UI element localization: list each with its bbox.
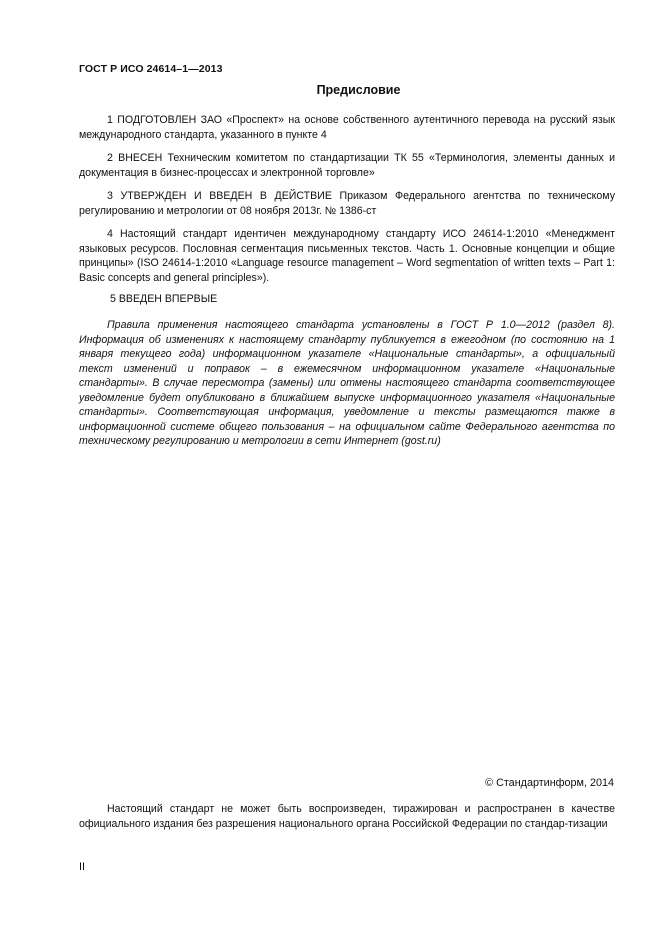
rules-notice: Правила применения настоящего стандарта установлены в ГОСТ Р 1.0—2012 (раздел 8). Информация об изменениях к настоящему стандарту публикуется в ежегодном (по состоянию на 1 января текущего года) информационном указателе «Национальные стандарты», а официальный текст изменений и поправок – в ежемесячном информационном указателе «Национальные стандарты». В случае пересмотра (замены) или отмены настоящего стандарта соответствующее уведомление будет опубликовано в ближайшем выпуске информационного указателя «Национальные стандарты». Соответствующая информация, уведомление и тексты размещаются также в информационной системе общего пользования – на официальном сайте Федерального агентства по техническому регулированию и метрологии в сети Интернет (gost.ru) bbox=[79, 319, 615, 447]
reproduction-notice: Настоящий стандарт не может быть воспроизведен, тиражирован и распространен в качестве официального издания без разрешения национального органа Российской Федерации по стандар-тизации bbox=[79, 803, 615, 830]
document-code: ГОСТ Р ИСО 24614–1—2013 bbox=[79, 63, 223, 75]
foreword-paragraph-1: 1 ПОДГОТОВЛЕН ЗАО «Проспект» на основе собственного аутентичного перевода на русский язык международного стандарта, указанного в пункте 4 bbox=[79, 114, 615, 141]
foreword-paragraph-3: 3 УТВЕРЖДЕН И ВВЕДЕН В ДЕЙСТВИЕ Приказом Федерального агентства по техническому регулированию и метрологии от 08 ноября 2013г. № 1386-ст bbox=[79, 190, 615, 217]
foreword-paragraph-2: 2 ВНЕСЕН Техническим комитетом по стандартизации ТК 55 «Терминология, элементы данных и документация в бизнес-процессах и электронной торговле» bbox=[79, 152, 615, 179]
copyright-notice: © Стандартинформ, 2014 bbox=[485, 777, 614, 789]
page-number: II bbox=[79, 861, 85, 873]
foreword-paragraph-5: 5 ВВЕДЕН ВПЕРВЫЕ bbox=[110, 293, 218, 305]
foreword-paragraph-4: 4 Настоящий стандарт идентичен международному стандарту ИСО 24614-1:2010 «Менеджмент языковых ресурсов. Пословная сегментация письменных текстов. Часть 1. Основные концепции и общие принципы» (ISO 24614-1:2010 «Language resource management – Word segmentation of written texts – Part 1: Basic concepts and general principles»). bbox=[79, 228, 615, 284]
foreword-title: Предисловие bbox=[316, 83, 401, 97]
